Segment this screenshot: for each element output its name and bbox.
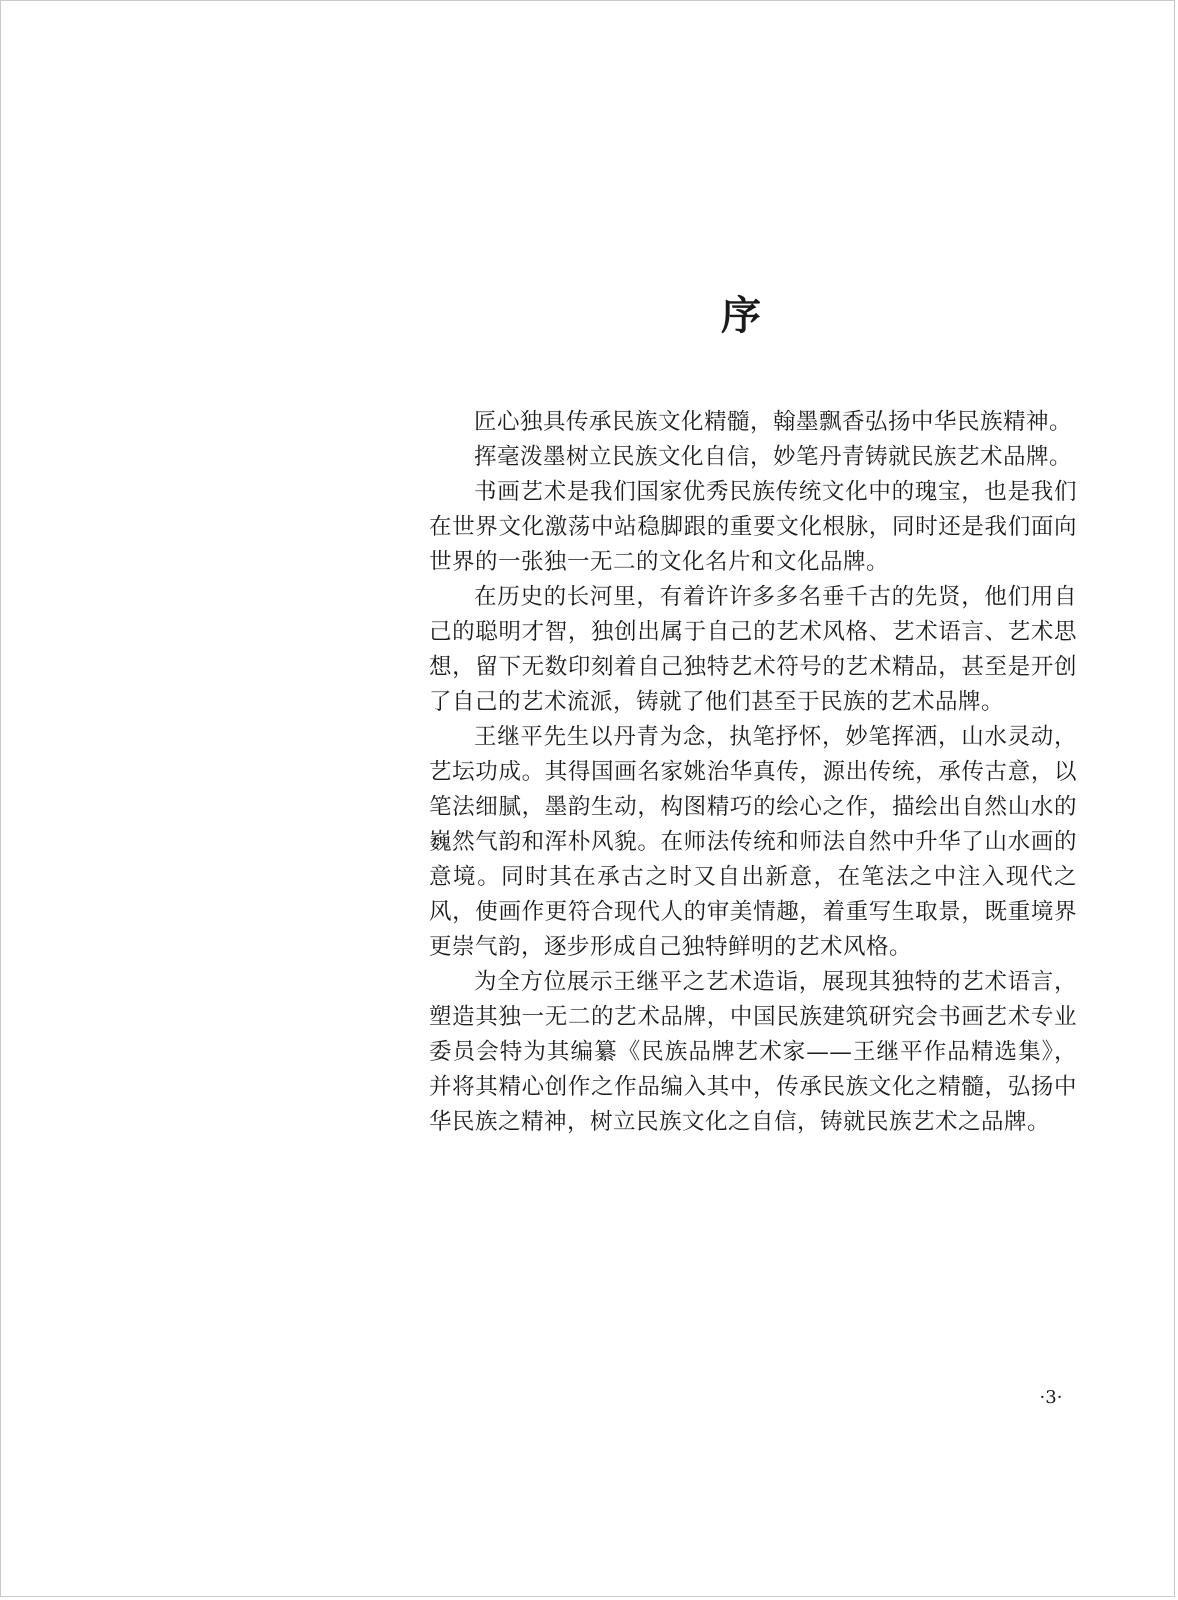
page-title: 序 xyxy=(721,292,761,339)
paragraph: 挥毫泼墨树立民族文化自信，妙笔丹青铸就民族艺术品牌。 xyxy=(474,444,1073,470)
paragraph: 为全方位展示王继平之艺术造诣，展现其独特的艺术语言，塑造其独一无二的艺术品牌，中国民族建筑研究会书画艺术专业委员会特为其编纂《民族品牌艺术家——王继平作品精选集》，并将其精心创作之作品编入其中，传承民族文化之精髓，弘扬中华民族之精神，树立民族文化之自信，铸就民族艺术之品牌。 xyxy=(429,969,1077,1135)
paragraph: 在历史的长河里，有着许许多多名垂千古的先贤，他们用自己的聪明才智，独创出属于自己的艺术风格、艺术语言、艺术思想，留下无数印刻着自己独特艺术符号的艺术精品，甚至是开创了自己的艺术流派，铸就了他们甚至于民族的艺术品牌。 xyxy=(429,584,1077,715)
paragraph: 书画艺术是我们国家优秀民族传统文化中的瑰宝，也是我们在世界文化激荡中站稳脚跟的重要文化根脉，同时还是我们面向世界的一张独一无二的文化名片和文化品牌。 xyxy=(429,479,1077,575)
page-number: ·3· xyxy=(1039,1387,1063,1408)
preface-body xyxy=(429,405,1077,1140)
paragraph: 王继平先生以丹青为念，执笔抒怀，妙笔挥洒，山水灵动，艺坛功成。其得国画名家姚治华真传，源出传统，承传古意，以笔法细腻，墨韵生动，构图精巧的绘心之作，描绘出自然山水的巍然气韵和浑朴风貌。在师法传统和师法自然中升华了山水画的意境。同时其在承古之时又自出新意，在笔法之中注入现代之风，使画作更符合现代人的审美情趣，着重写生取景，既重境界更崇气韵，逐步形成自己独特鲜明的艺术风格。 xyxy=(429,724,1077,960)
paragraph: 匠心独具传承民族文化精髓，翰墨飘香弘扬中华民族精神。 xyxy=(474,409,1073,435)
